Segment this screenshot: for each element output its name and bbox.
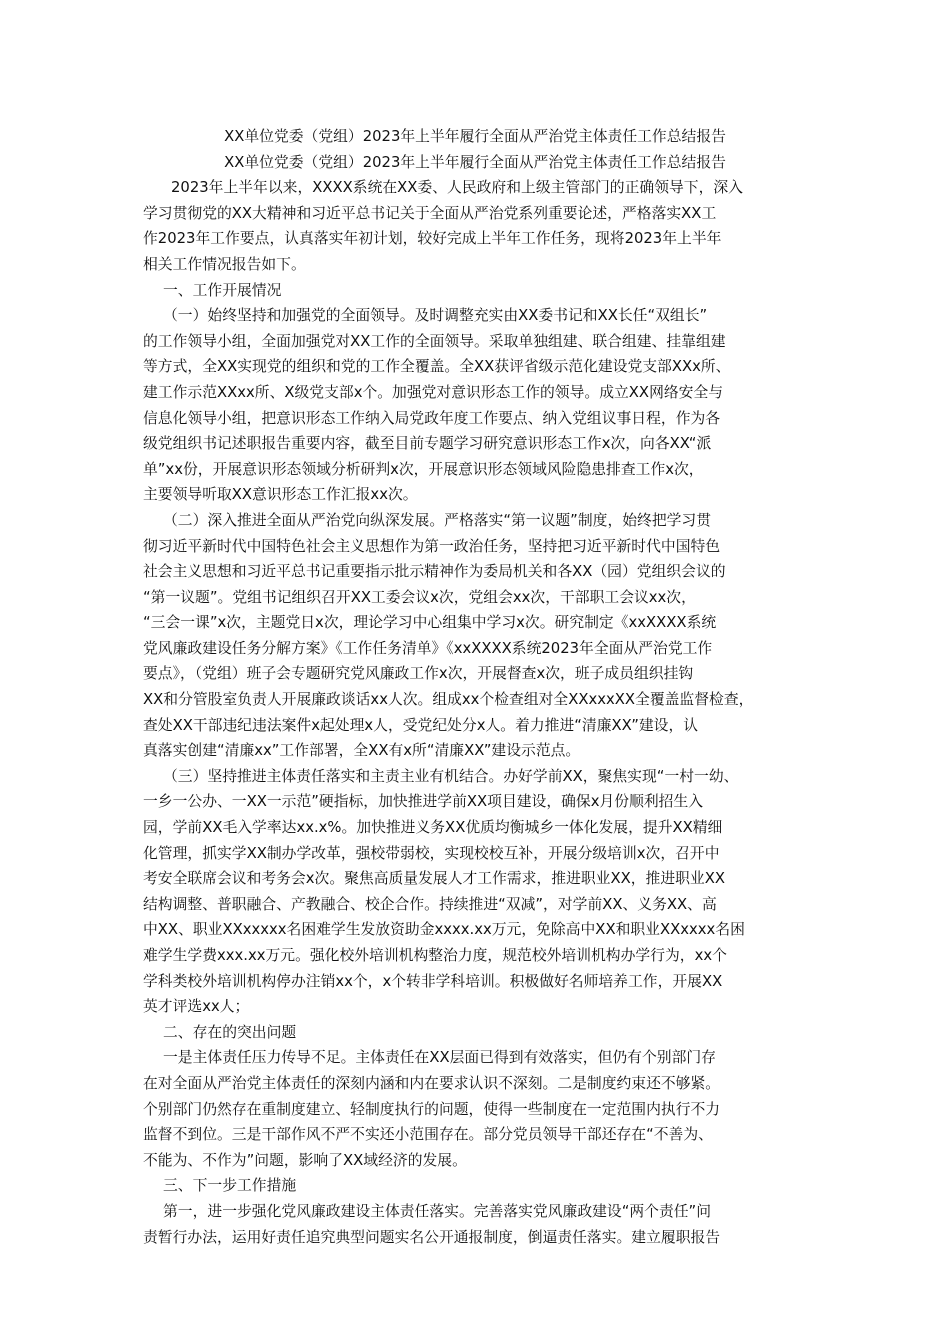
- paragraph-line: 化管理，抓实学XX制办学改革，强校带弱校，实现校校互补，开展分级培训x次，召开中: [143, 844, 720, 862]
- paragraph-line: “三会一课”x次，主题党日x次，理论学习中心组集中学习x次。研究制定《xxXXXX系统: [143, 614, 717, 632]
- paragraph-line: 第一，进一步强化党风廉政建设主体责任落实。完善落实党风廉政建设“两个责任”问: [163, 1202, 712, 1220]
- paragraph-line: 责暂行办法，运用好责任追究典型问题实名公开通报制度，倒逼责任落实。建立履职报告: [143, 1228, 721, 1246]
- paragraph-line: 级党组织书记述职报告重要内容，截至目前专题学习研究意识形态工作x次，向各XX“派: [143, 435, 712, 453]
- paragraph-line: 个别部门仍然存在重制度建立、轻制度执行的问题，使得一些制度在一定范围内执行不力: [143, 1100, 721, 1118]
- paragraph-line: （三）坚持推进主体责任落实和主责主业有机结合。办好学前XX，聚焦实现“一村一幼、: [163, 767, 739, 785]
- paragraph-line: 园，学前XX毛入学率达xx.x%。加快推进义务XX优质均衡城乡一体化发展，提升XX精细: [143, 819, 723, 837]
- section-heading: 一、工作开展情况: [163, 281, 282, 299]
- paragraph-line: 考安全联席会议和考务会x次。聚焦高质量发展人才工作需求，推进职业XX，推进职业XX: [143, 870, 725, 888]
- paragraph-line: 学习贯彻党的XX大精神和习近平总书记关于全面从严治党系列重要论述，严格落实XX工: [143, 204, 717, 222]
- paragraph-line: 建工作示范XXxx所、X级党支部x个。加强党对意识形态工作的领导。成立XX网络安全与: [143, 383, 724, 401]
- paragraph-line: XX和分管股室负责人开展廉政谈话xx人次。组成xx个检查组对全XXxxxXX全覆盖监督检查，: [143, 691, 754, 709]
- paragraph-line: 不能为、不作为”问题，影响了XX域经济的发展。: [143, 1151, 467, 1169]
- paragraph-line: 真落实创建“清廉xx”工作部署，全XX有x所“清廉XX”建设示范点。: [143, 742, 581, 760]
- paragraph-line: 主要领导听取XX意识形态工作汇报xx次。: [143, 486, 418, 504]
- paragraph-line: “第一议题”。党组书记组织召开XX工委会议x次，党组会xx次，干部职工会议xx次，: [143, 588, 696, 606]
- paragraph-line: （一）始终坚持和加强党的全面领导。及时调整充实由XX委书记和XX长任“双组长”: [163, 307, 708, 325]
- paragraph-line: 在对全面从严治党主体责任的深刻内涵和内在要求认识不深刻。二是制度约束还不够紧。: [143, 1074, 721, 1092]
- paragraph-line: 作2023年工作要点，认真落实年初计划，较好完成上半年工作任务，现将2023年上半年: [143, 230, 722, 248]
- paragraph-line: 学科类校外培训机构停办注销xx个，x个转非学科培训。积极做好名师培养工作，开展XX: [143, 972, 723, 990]
- paragraph-line: 要点》，（党组）班子会专题研究党风廉政工作x次，开展督查x次，班子成员组织挂钩: [143, 665, 694, 683]
- paragraph-line: 单”xx份，开展意识形态领域分析研判x次，开展意识形态领域风险隐患排查工作x次，: [143, 460, 704, 478]
- paragraph-line: 监督不到位。三是干部作风不严不实还小范围存在。部分党员领导干部还存在“不善为、: [143, 1126, 713, 1144]
- paragraph-line: 彻习近平新时代中国特色社会主义思想作为第一政治任务，坚持把习近平新时代中国特色: [143, 537, 721, 555]
- paragraph-line: 查处XX干部违纪违法案件x起处理x人，受党纪处分x人。着力推进“清廉XX”建设，认: [143, 716, 699, 734]
- document-title: XX单位党委（党组）2023年上半年履行全面从严治党主体责任工作总结报告: [224, 128, 726, 145]
- paragraph-line: 一是主体责任压力传导不足。主体责任在XX层面已得到有效落实，但仍有个别部门存: [163, 1049, 716, 1067]
- paragraph-line: （二）深入推进全面从严治党向纵深发展。严格落实“第一议题”制度，始终把学习贯: [163, 511, 712, 529]
- paragraph-line: 一乡一公办、一XX一示范”硬指标，加快推进学前XX项目建设，确保x月份顺利招生入: [143, 793, 704, 811]
- paragraph-line: 相关工作情况报告如下。: [143, 255, 306, 273]
- paragraph-line: 党风廉政建设任务分解方案》《工作任务清单》《xxXXXX系统2023年全面从严治党工作: [143, 639, 713, 657]
- paragraph-line: 2023年上半年以来，XXXX系统在XX委、人民政府和上级主管部门的正确领导下，深入: [171, 179, 743, 197]
- section-heading: 二、存在的突出问题: [163, 1023, 297, 1041]
- paragraph-line: 结构调整、普职融合、产教融合、校企合作。持续推进“双减”，对学前XX、义务XX、高: [143, 895, 717, 913]
- section-heading: 三、下一步工作措施: [163, 1177, 297, 1195]
- paragraph-line: 等方式，全XX实现党的组织和党的工作全覆盖。全XX获评省级示范化建设党支部XXx所、: [143, 358, 731, 376]
- paragraph-line: 的工作领导小组，全面加强党对XX工作的全面领导。采取单独组建、联合组建、挂靠组建: [143, 332, 726, 350]
- paragraph-line: 信息化领导小组，把意识形态工作纳入局党政年度工作要点、纳入党组议事日程，作为各: [143, 409, 721, 427]
- paragraph-line: 社会主义思想和习近平总书记重要指示批示精神作为委局机关和各XX（园）党组织会议的: [143, 563, 726, 581]
- paragraph-line: 英才评选xx人；: [143, 998, 250, 1016]
- document-subtitle: XX单位党委（党组）2023年上半年履行全面从严治党主体责任工作总结报告: [224, 153, 726, 171]
- paragraph-line: 中XX、职业XXxxxxx名困难学生发放资助金xxxx.xx万元，免除高中XX和职业XXxxxx名困: [143, 921, 745, 939]
- paragraph-line: 难学生学费xxx.xx万元。强化校外培训机构整治力度，规范校外培训机构办学行为，xx个: [143, 947, 727, 964]
